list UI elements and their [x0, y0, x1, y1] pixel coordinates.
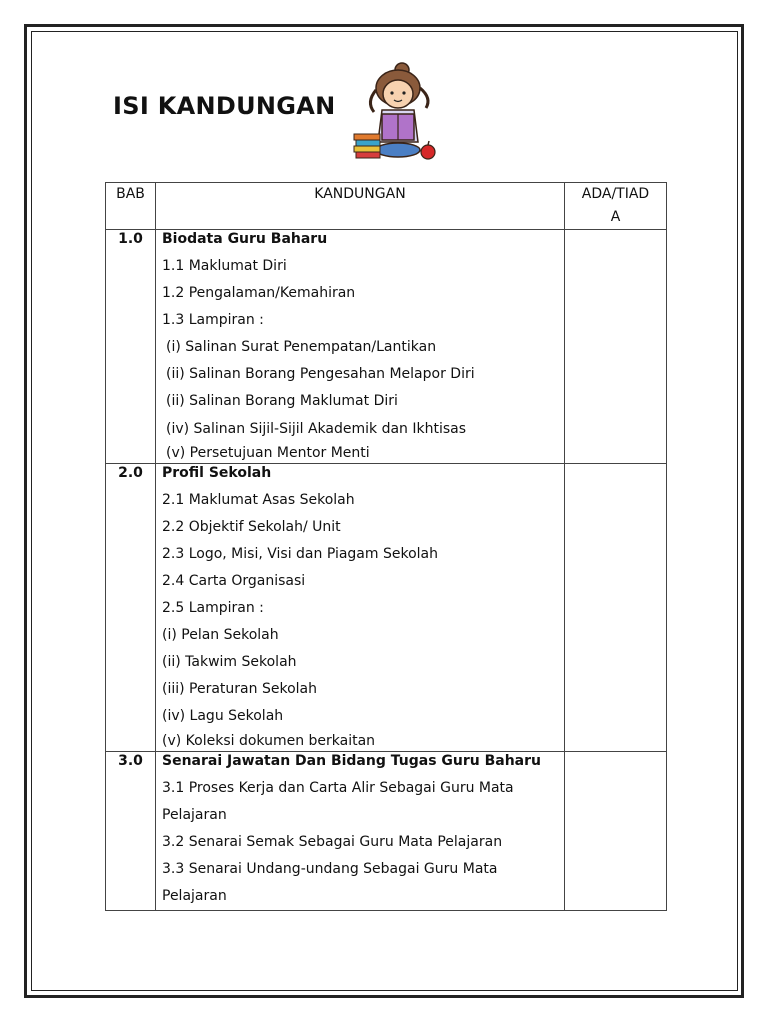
content-item: 1.3 Lampiran :	[162, 312, 264, 329]
bab-number: 1.0	[106, 230, 156, 464]
content-item: 2.3 Logo, Misi, Visi dan Piagam Sekolah	[162, 545, 438, 562]
contents-table	[105, 182, 667, 911]
section-heading: Profil Sekolah	[162, 464, 272, 481]
ada-cell	[565, 751, 667, 910]
content-item: (ii) Salinan Borang Maklumat Diri	[166, 393, 398, 410]
header-ada: ADA/TIAD A	[565, 183, 667, 230]
content-item: 2.1 Maklumat Asas Sekolah	[162, 491, 355, 508]
girl-reading-icon	[352, 62, 440, 162]
content-item: (i) Salinan Surat Penempatan/Lantikan	[166, 339, 437, 356]
header-bab: BAB	[106, 183, 156, 230]
table-row	[106, 230, 667, 464]
content-item: 3.2 Senarai Semak Sebagai Guru Mata Pelajaran	[162, 833, 503, 850]
content-item: (ii) Salinan Borang Pengesahan Melapor Diri	[166, 366, 475, 383]
content-item: (iv) Salinan Sijil-Sijil Akademik dan Ikhtisas	[166, 420, 467, 437]
page-title: ISI KANDUNGAN	[113, 92, 336, 120]
section-content	[156, 463, 565, 751]
content-item: (ii) Takwim Sekolah	[162, 654, 297, 671]
content-item: 2.2 Objektif Sekolah/ Unit	[162, 518, 341, 535]
ada-cell	[565, 230, 667, 464]
table-header-row	[106, 183, 667, 230]
header-kandungan: KANDUNGAN	[156, 183, 565, 230]
content-item: 3.1 Proses Kerja dan Carta Alir Sebagai Guru Mata	[162, 779, 514, 796]
ada-cell	[565, 463, 667, 751]
content-item: (iv) Lagu Sekolah	[162, 708, 284, 725]
content-item: Pelajaran	[162, 806, 227, 823]
content-item: Pelajaran	[162, 887, 227, 904]
content-item: (v) Persetujuan Mentor Menti	[166, 444, 370, 461]
section-heading: Senarai Jawatan Dan Bidang Tugas Guru Baharu	[162, 752, 542, 769]
content-item: 2.4 Carta Organisasi	[162, 572, 306, 589]
table-row	[106, 751, 667, 910]
section-content	[156, 230, 565, 464]
content-item: (iii) Peraturan Sekolah	[162, 681, 317, 698]
table-row	[106, 463, 667, 751]
content-item: 1.1 Maklumat Diri	[162, 258, 287, 274]
content-item: (i) Pelan Sekolah	[162, 627, 279, 644]
section-content	[156, 751, 565, 910]
section-heading: Biodata Guru Baharu	[162, 231, 328, 247]
content-item: 2.5 Lampiran :	[162, 600, 264, 617]
bab-number: 3.0	[106, 751, 156, 910]
content-item: 1.2 Pengalaman/Kemahiran	[162, 285, 356, 302]
bab-number: 2.0	[106, 463, 156, 751]
content-item: 3.3 Senarai Undang-undang Sebagai Guru Mata	[162, 860, 498, 877]
content-item: (v) Koleksi dokumen berkaitan	[162, 732, 376, 749]
